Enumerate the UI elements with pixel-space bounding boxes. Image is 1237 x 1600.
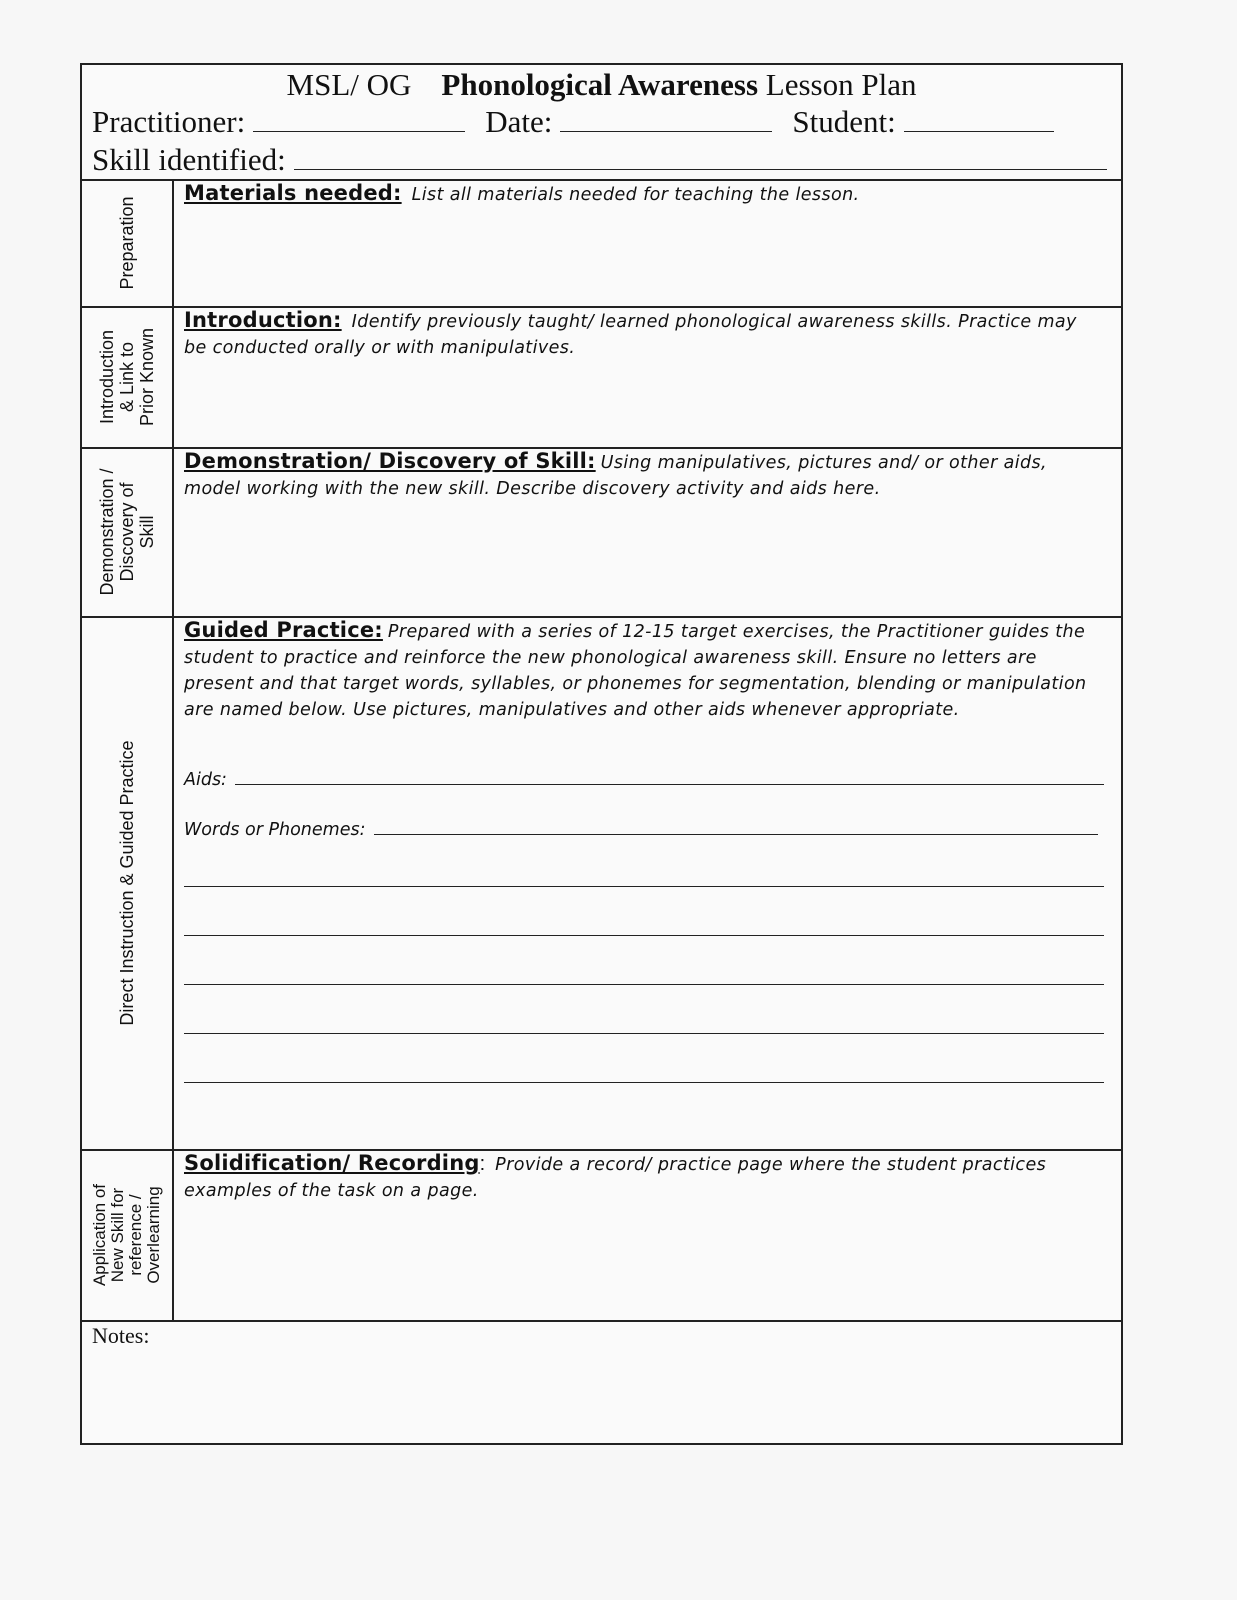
- side-label-introduction: [82, 306, 174, 447]
- side-line: Skill: [137, 515, 157, 549]
- section-demonstration: [82, 447, 1121, 618]
- section-heading: Materials needed:: [184, 181, 402, 205]
- write-line[interactable]: [184, 1033, 1104, 1034]
- form-title: [82, 67, 1121, 103]
- section-description: Using manipulatives, pictures and/ or other aids, model working with the new skill. Describe discovery activity and aids here.: [184, 453, 1048, 499]
- words-blank[interactable]: [374, 816, 1099, 835]
- section-heading: Demonstration/ Discovery of Skill:: [184, 449, 596, 473]
- date-label: Date:: [485, 104, 553, 139]
- section-description: Identify previously taught/ learned phonological awareness skills. Practice may be conducted orally or with manipulatives.: [184, 312, 1077, 358]
- side-line: Demonstration /: [97, 467, 117, 596]
- form-header: [82, 65, 1121, 181]
- write-line[interactable]: [184, 935, 1104, 936]
- preparation-content: [184, 181, 1103, 208]
- header-fields-row: [92, 104, 1107, 140]
- side-line: & Link to: [117, 341, 137, 412]
- aids-blank[interactable]: [235, 766, 1104, 785]
- introduction-content: [184, 308, 1103, 361]
- student-blank[interactable]: [904, 107, 1054, 132]
- section-description: Prepared with a series of 12-15 target exercises, the Practitioner guides the student to practice and reinforce the new phonological awareness skill. Ensure no letters are present and that target words, syllables, or phonemes for segmentation, blending or manipulation are named below. Use pictures, manipulatives and other aids whenever appropriate.: [184, 622, 1087, 720]
- side-line: Application of: [90, 1183, 109, 1286]
- write-line[interactable]: [184, 886, 1104, 887]
- section-preparation: [82, 179, 1121, 308]
- section-description: List all materials needed for teaching the lesson.: [411, 185, 860, 205]
- skill-field[interactable]: [92, 142, 1107, 178]
- notes-area[interactable]: [82, 1322, 1121, 1443]
- title-bold: Phonological Awareness: [441, 67, 759, 102]
- write-line[interactable]: [184, 1082, 1104, 1083]
- write-line[interactable]: [184, 984, 1104, 985]
- side-line: Prior Known: [137, 327, 157, 426]
- side-text: [97, 468, 157, 595]
- practitioner-blank[interactable]: [253, 107, 465, 132]
- skill-row: [92, 142, 1107, 178]
- aids-label: Aids:: [184, 770, 227, 790]
- section-heading: Guided Practice:: [184, 618, 383, 642]
- student-field[interactable]: [792, 104, 1053, 140]
- side-line: Discovery of: [117, 481, 137, 582]
- section-heading: Introduction:: [184, 308, 342, 332]
- title-suffix: Lesson Plan: [765, 67, 917, 102]
- section-guided-practice: [82, 616, 1121, 1151]
- section-heading: Solidification/ Recording: [184, 1151, 480, 1175]
- side-text: Direct Instruction & Guided Practice: [117, 739, 137, 1026]
- date-field[interactable]: [485, 104, 772, 140]
- words-field[interactable]: [184, 816, 1098, 840]
- side-label-preparation: [82, 179, 174, 306]
- side-label-demonstration: [82, 447, 174, 616]
- section-solidification: [82, 1149, 1121, 1322]
- side-label-solidification: [82, 1149, 174, 1320]
- side-text: [97, 327, 157, 425]
- side-line: Overlearning: [144, 1185, 163, 1284]
- side-label-guided-practice: [82, 616, 174, 1149]
- solidification-content: [184, 1151, 1103, 1204]
- heading-colon: :: [479, 1153, 486, 1175]
- notes-label: Notes:: [92, 1323, 150, 1348]
- guided-practice-content: [184, 618, 1103, 723]
- words-label: Words or Phonemes:: [184, 820, 366, 840]
- practitioner-field[interactable]: [92, 104, 465, 140]
- lesson-plan-form: [80, 63, 1123, 1445]
- practitioner-label: Practitioner:: [92, 104, 246, 139]
- section-introduction: [82, 306, 1121, 449]
- side-text: Preparation: [117, 195, 137, 290]
- title-prefix: MSL/ OG: [286, 67, 412, 102]
- side-text: [91, 1183, 163, 1285]
- side-line: New Skill for: [108, 1187, 127, 1282]
- side-line: reference /: [126, 1193, 145, 1276]
- date-blank[interactable]: [560, 107, 772, 132]
- student-label: Student:: [792, 104, 896, 139]
- demonstration-content: [184, 449, 1103, 502]
- aids-field[interactable]: [184, 766, 1104, 790]
- section-description: Provide a record/ practice page where the student practices examples of the task on a page.: [184, 1155, 1047, 1201]
- side-line: Introduction: [97, 329, 117, 424]
- skill-blank[interactable]: [294, 145, 1107, 170]
- skill-label: Skill identified:: [92, 142, 286, 177]
